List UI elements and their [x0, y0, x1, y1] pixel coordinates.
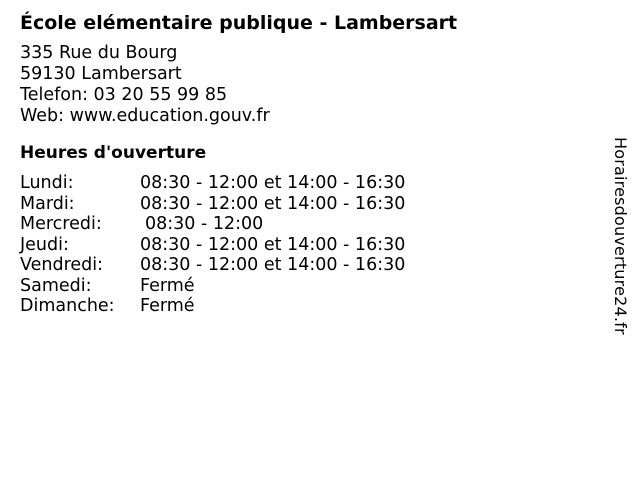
address-block — [20, 43, 270, 127]
phone-line: Telefon: 03 20 55 99 85 — [20, 85, 228, 105]
hours-row-tuesday — [20, 194, 405, 215]
hours-row-thursday — [20, 235, 405, 256]
hours-table — [20, 173, 405, 317]
hours-row-sunday — [20, 296, 405, 317]
day-label: Dimanche: — [20, 296, 115, 316]
day-label: Jeudi: — [20, 234, 69, 255]
time-value: 08:30 - 12:00 et 14:00 - 16:30 — [140, 255, 406, 275]
day-label: Lundi: — [20, 173, 74, 193]
day-label: Samedi: — [20, 275, 92, 296]
address-street: 335 Rue du Bourg — [20, 43, 178, 63]
day-label: Mercredi: — [20, 214, 102, 234]
day-label: Vendredi: — [20, 255, 104, 275]
hours-row-friday — [20, 255, 405, 276]
time-value: 08:30 - 12:00 et 14:00 - 16:30 — [140, 193, 406, 214]
time-value: 08:30 - 12:00 — [145, 214, 264, 234]
page-title: École elémentaire publique - Lambersart — [20, 12, 458, 34]
hours-row-wednesday — [20, 214, 405, 235]
time-value: Fermé — [140, 296, 195, 316]
time-value: 08:30 - 12:00 et 14:00 - 16:30 — [140, 234, 406, 255]
day-label: Mardi: — [20, 193, 75, 214]
web-line: Web: www.education.gouv.fr — [20, 106, 270, 126]
time-value: 08:30 - 12:00 et 14:00 - 16:30 — [140, 173, 406, 193]
hours-row-saturday — [20, 276, 405, 297]
hours-row-monday — [20, 173, 405, 194]
time-value: Fermé — [140, 275, 195, 296]
watermark-text: Horairesdouverture24.fr — [611, 137, 630, 335]
hours-heading: Heures d'ouverture — [20, 143, 207, 163]
address-city: 59130 Lambersart — [20, 64, 182, 84]
